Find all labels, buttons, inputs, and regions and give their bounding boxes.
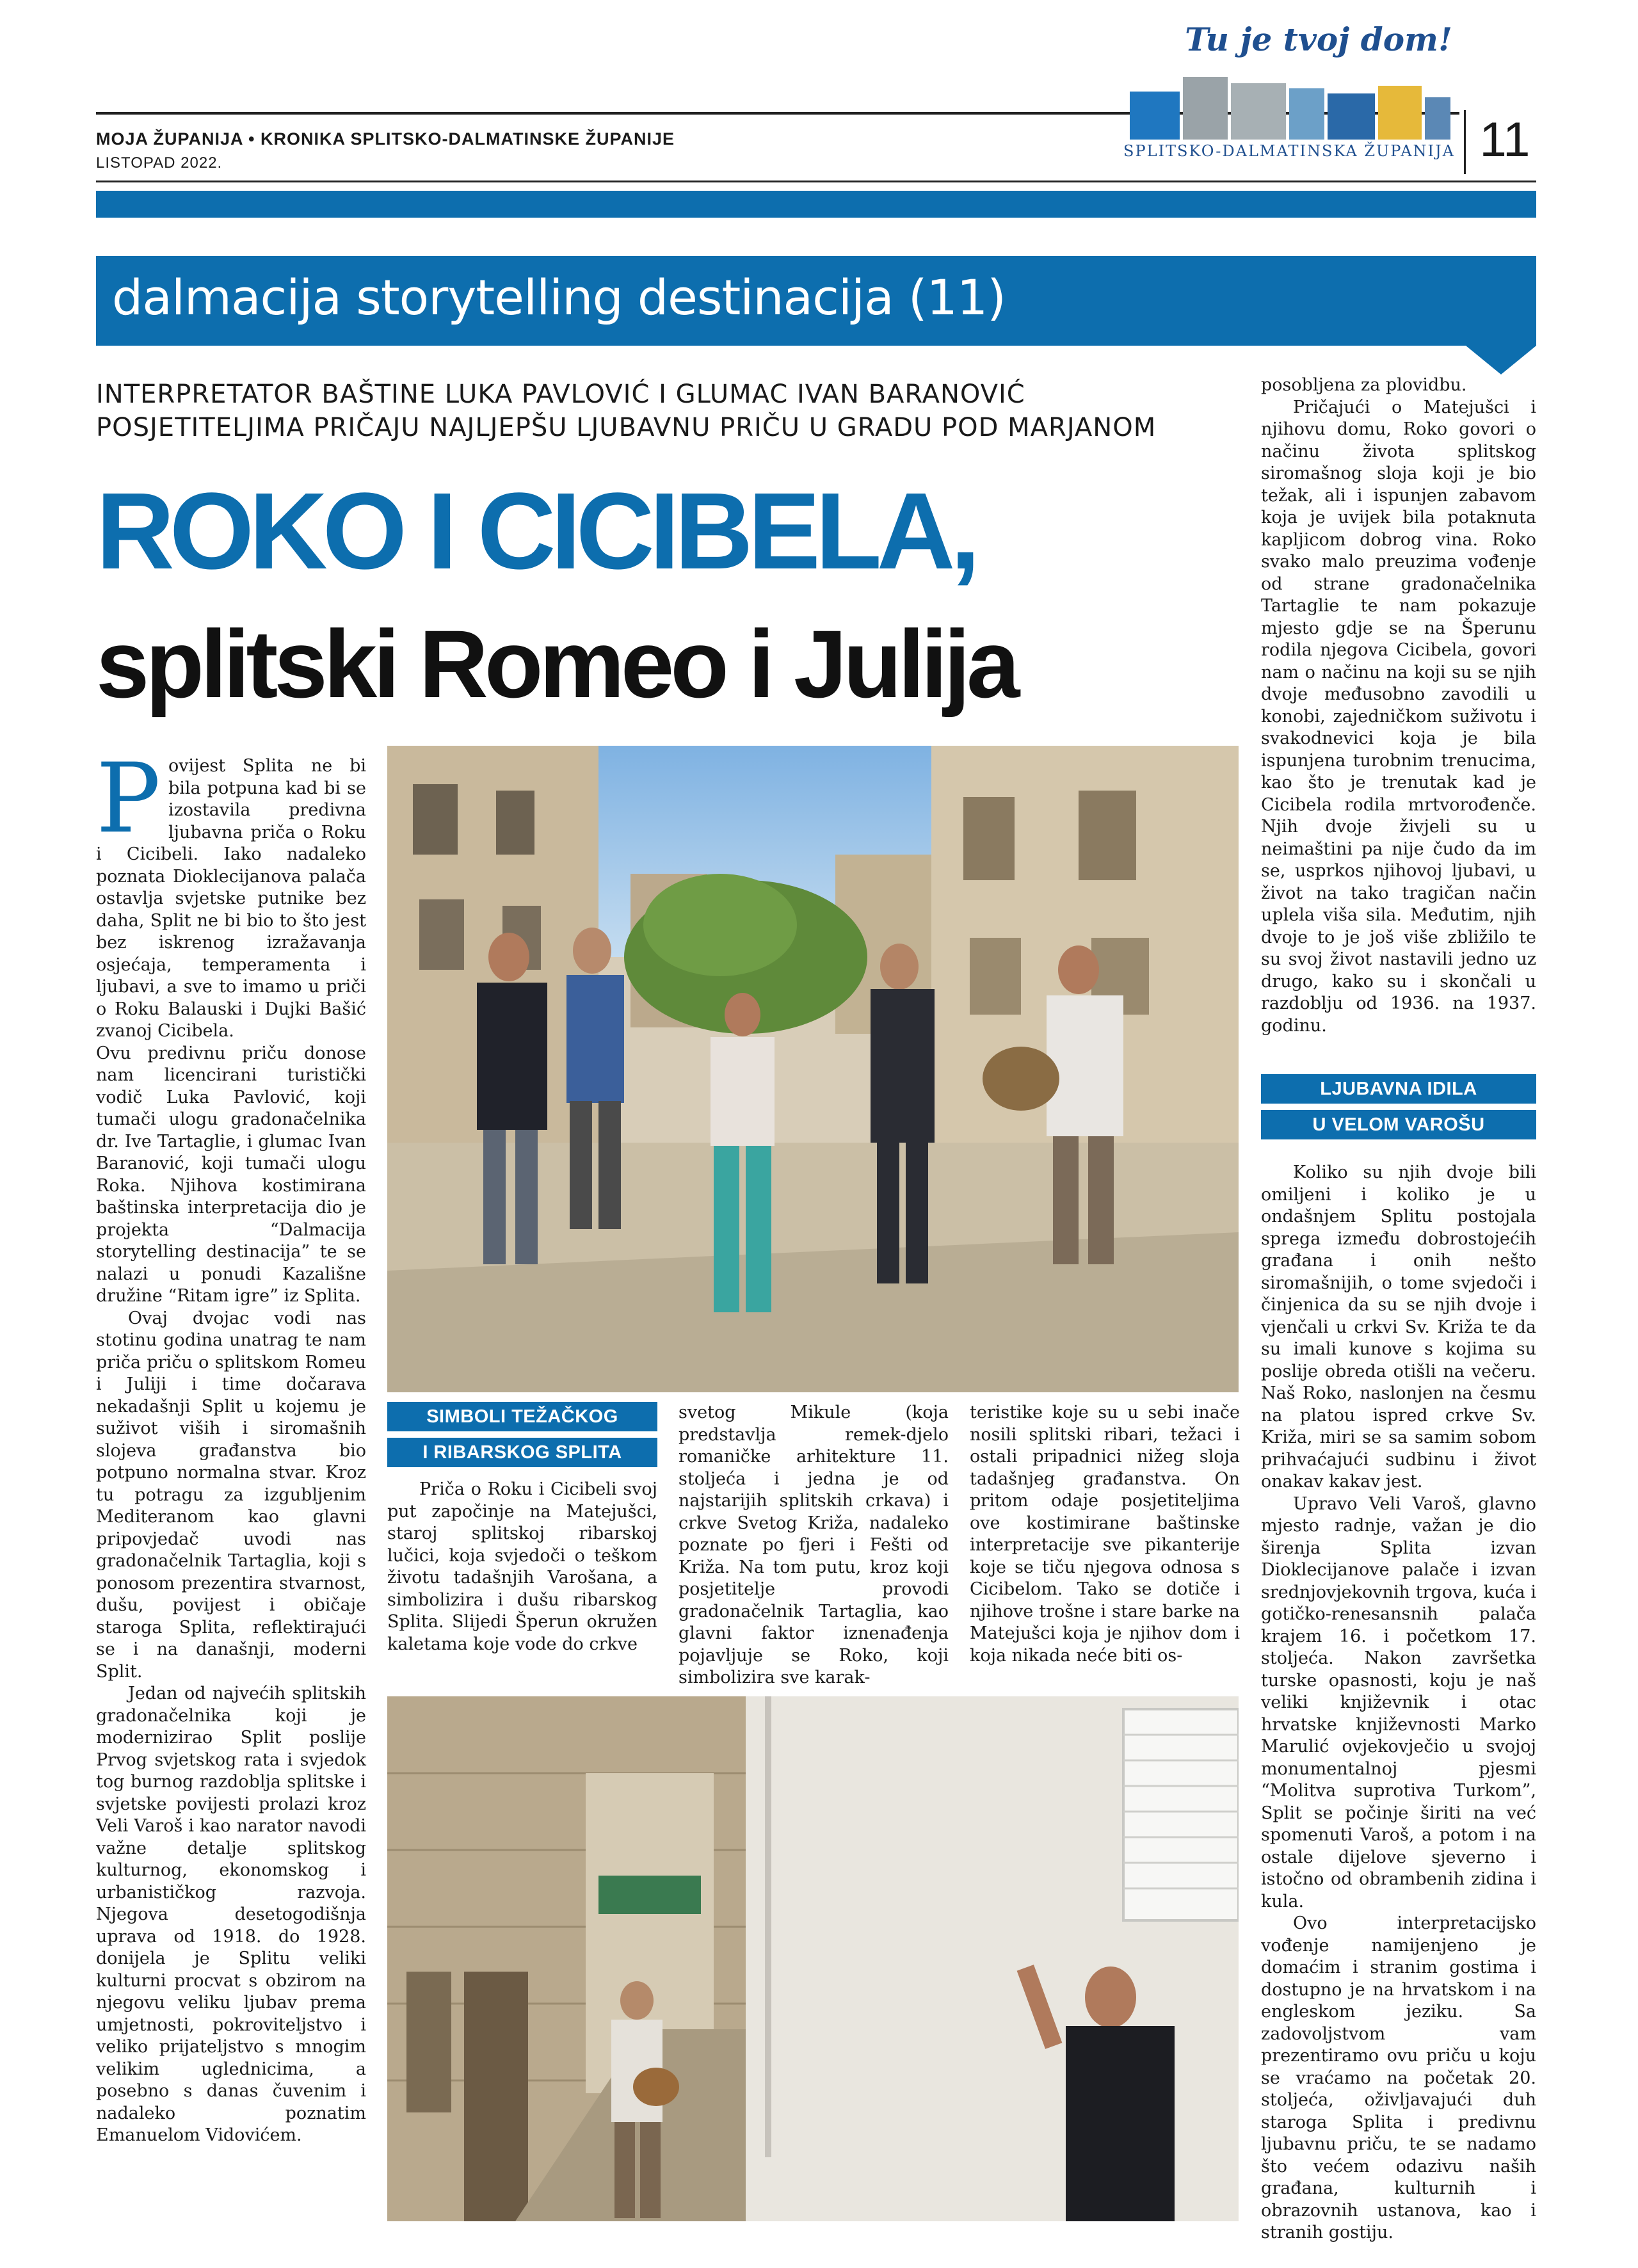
paragraph: Pričajući o Matejušci i njihovu domu, Roko govori o načinu života splitskog siromašnog sloja koji je bio težak, ali i ispunjen zabavom koja je uvijek bila potaknuta kapljicom dobrog vina. Roko svako malo preuzima vođenje od strane gradonačelnika Tartaglie te nam pokazuje mjesto gdje se na Šperunu rodila njegova Cicibela, govori nam o načinu na koji su se njih dvoje međusobno zavodili u konobi, zajedničkom suživotu i svakodnevici koja je bila ispunjena turobnim trenucima, kao što je trenutak kad je Cicibela rodila mrtvorođenče. Njih dvoje živjeli su u neimaštini pa nije čudo da im se, usprkos njihovoj ljubavi, u život na tako tragičan način uplela viša sila. Međutim, njih dvoje to je još više zbližilo te su svoj život nastavili jedno uz drugo, kako su i skončali u razdoblju od 1936. na 1937. godinu. xyxy=(1261,397,1536,1036)
photo-street-scene xyxy=(387,1696,1239,2221)
paragraph-text: ovijest Splita ne bi bila potpuna kad bi se izostavila predivna ljubavna priča o Roku i Cicibeli. Iako nadaleko poznata Dioklecijanova palača ostavlja svjetske putnike bez daha, Split ne bi bio to što jest bez iskrenog izražavanja osjećaja, temperamenta i ljubavi, a sve to imamo u priči o Roku Balauski i Dujki Bašić zvanoj Cicibela. xyxy=(96,756,366,1041)
photo-group-tour xyxy=(387,746,1239,1392)
logo-motto: Tu je tvoj dom! xyxy=(1185,20,1452,58)
paragraph: Jedan od najvećih splitskih gradonačelnika koji je modernizirao Split poslije Prvog svjetskog rata i svjedok tog burnog razdoblja splitske i svjetske povijesti prolazi kroz Veli Varoš i kao narator navodi važne detalje splitskog kulturnog, ekonomskog i urbanističkog razvoja. Njegova desetogodišnja uprava od 1918. do 1928. donijela je Splitu veliki kulturni procvat s obzirom na njegovu veliku ljubav prema umjetnosti, pokroviteljstvo i veliko prijateljstvo s mnogim velikim uglednicima, a posebno s danas čuvenim i nadaleko poznatim Emanuelom Vidovićem. xyxy=(96,1684,366,2145)
article-column-4 xyxy=(970,1402,1240,1667)
section-banner-notch xyxy=(1466,346,1536,374)
photo-street-scene-image xyxy=(387,1696,1239,2221)
article-kicker: INTERPRETATOR BAŠTINE LUKA PAVLOVIĆ I GLUMAC IVAN BARANOVIĆ POSJETITELJIMA PRIČAJU NAJLJEPŠU LJUBAVNU PRIČU U GRADU POD MARJANOM xyxy=(96,380,1157,442)
publication-name: MOJA ŽUPANIJA • KRONIKA SPLITSKO-DALMATINSKE ŽUPANIJE xyxy=(96,129,675,149)
article-title-line2: splitski Romeo i Julija xyxy=(96,610,1016,718)
paragraph: Ovaj dvojac vodi nas stotinu godina unatrag te nam priča priču o splitskom Romeu i Juliji i time dočarava nekadašnji Split u kojemu je suživot viših i siromašnih slojeva građanstva bio potpuno normalna stvar. Kroz tu potragu za izgubljenim Mediteranom kao glavni pripovjedač uvodi nas gradonačelnik Tartaglia, koji s ponosom prezentira stvarnost, dušu, povijest i običaje staroga Splita, reflektirajući se i na današnji, moderni Split. xyxy=(96,1308,366,1682)
logo-county-name: SPLITSKO-DALMATINSKA ŽUPANIJA xyxy=(1123,142,1455,160)
paragraph: Ovo interpretacijsko vođenje namijenjeno je domaćim i stranim gostima i dostupno je na hrvatskom i na engleskom jeziku. Sa zadovoljstvom vam prezentiramo ovu priču u koju se vraćamo na početak 20. stoljeća, oživljavajući duh staroga Splita i predivnu ljubavnu priču, te se nadamo što većem odazivu naših građana, kulturnih i obrazovnih ustanova, kao i stranih gostiju. xyxy=(1261,1913,1536,2242)
header-bottom-rule xyxy=(96,181,1536,182)
paragraph xyxy=(96,743,366,1043)
paragraph: teristike koje su u sebi inače nosili splitski ribari, težaci i ostali pripadnici nižeg sloja tadašnjeg građanstva. On pritom odaje posjetiteljima ove kostimirane baštinske interpretacije sve pikanterije koje se tiču njegova odnosa s Cicibelom. Tako se dotiče i njihove trošne i stare barke na Matejušci koja je njihov dom i koja nikada neće biti os- xyxy=(970,1403,1240,1666)
page-number-separator xyxy=(1464,110,1466,174)
publication-date: LISTOPAD 2022. xyxy=(96,154,223,172)
paragraph: svetog Mikule (koja predstavlja remek-djelo romaničke arhitekture 11. stoljeća i jedna je od najstarijih splitskih crkava) i crkve Svetog Križa, nadaleko poznate po fjeri i Fešti od Križa. Na tom putu, kroz koji posjetitelje provodi gradonačelnik Tartaglia, kao glavni faktor iznenađenja pojavljuje se Roko, koji simbolizira sve karak- xyxy=(678,1403,949,1687)
article-column-3 xyxy=(678,1402,949,1689)
subheading-1-line1: SIMBOLI TEŽAČKOG xyxy=(387,1402,657,1431)
article-column-5-top xyxy=(1261,374,1536,1037)
paragraph: Koliko su njih dvoje bili omiljeni i koliko je u ondašnjem Splitu postojala sprega između dobrostojećih građana i onih nešto siromašnijih, o tome svjedoči i činjenica da su se njih dvoje i vjenčali u crkvi Sv. Križa te da su imali kunove s kojima su poslije obreda otišli na večeru. Naš Roko, naslonjen na česmu na platou ispred crkve Sv. Križa, miri se sa samim sobom prihvaćajući sudbinu i život onakav kakav jest. xyxy=(1261,1162,1536,1492)
drop-cap: P xyxy=(96,743,161,855)
article-column-5-bottom xyxy=(1261,1162,1536,2244)
subheading-2-line1: LJUBAVNA IDILA xyxy=(1261,1074,1536,1104)
paragraph: Ovu predivnu priču donose nam licencirani turistički vodič Luka Pavlović, koji tumači ulogu gradonačelnika dr. Ive Tartaglie, i glumac Ivan Baranović, koji tumači ulogu Roka. Njihova kostimirana baštinska interpretacija dio je projekta “Dalmacija storytelling destinacija” te se nalazi u ponudi Kazališne družine “Ritam igre” iz Splita. xyxy=(96,1043,366,1306)
article-column-2 xyxy=(387,1479,657,1655)
header-blue-bar xyxy=(96,191,1536,218)
section-title: dalmacija storytelling destinacija (11) xyxy=(112,269,1006,326)
county-logo xyxy=(1127,69,1453,140)
paragraph: Upravo Veli Varoš, glavno mjesto radnje, važan je dio širenja Splita izvan Dioklecijanove palače i izvan srednjovjekovnih trgova, kuća i gotičko-renesansnih palača krajem 16. i početkom 17. stoljeća. Nakon završetka turske opasnosti, koju je naš veliki književnik i otac hrvatske književnosti Marko Marulić ovjekovječio u svojoj monumentalnoj pjesmi “Molitva suprotiva Turkom”, Split se počinje širiti na već spomenuti Varoš, a potom i na ostale dijelove sjeverno i istočno od obrambenih zidina i kula. xyxy=(1261,1493,1536,1911)
subheading-1-line2: I RIBARSKOG SPLITA xyxy=(387,1438,657,1467)
article-column-1 xyxy=(96,743,366,2147)
photo-group-tour-image xyxy=(387,746,1239,1392)
subheading-2-line2: U VELOM VAROŠU xyxy=(1261,1110,1536,1139)
article-title-line1: ROKO I CICIBELA, xyxy=(96,470,976,592)
page-number: 11 xyxy=(1479,113,1530,167)
county-logo-graphic xyxy=(1127,69,1453,140)
paragraph: Priča o Roku i Cicibeli svoj put započinje na Matejušci, staroj splitskoj ribarskoj lučici, koja svjedoči o teškom životu tadašnjih Varošana, a simbolizira i dušu ribarskog Splita. Slijedi Šperun okružen kaletama koje vode do crkve xyxy=(387,1479,657,1654)
paragraph: posobljena za plovidbu. xyxy=(1261,375,1467,395)
